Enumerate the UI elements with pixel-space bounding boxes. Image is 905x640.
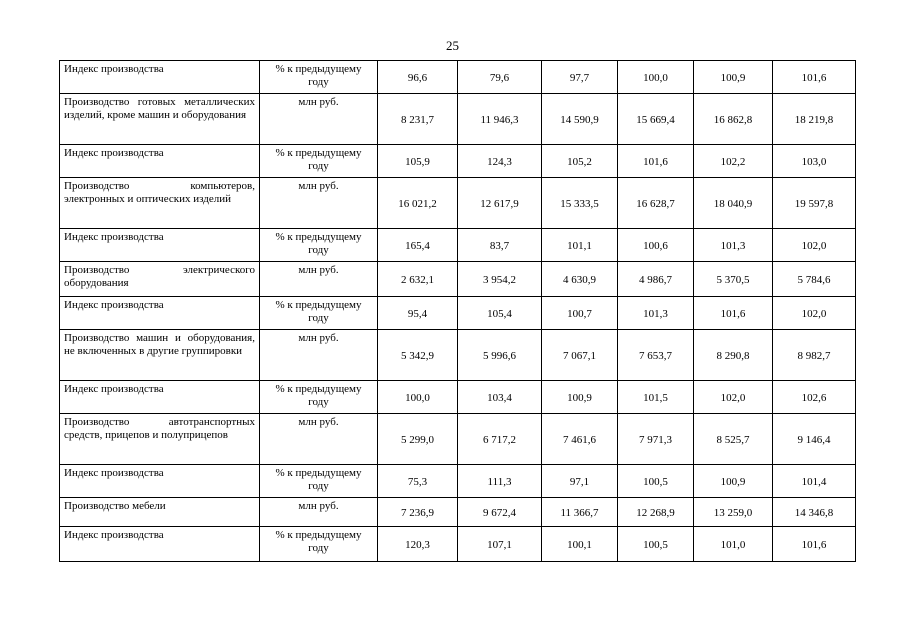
row-value: 96,6 bbox=[378, 61, 458, 94]
row-value: 100,0 bbox=[378, 381, 458, 414]
row-value: 100,5 bbox=[618, 527, 694, 562]
row-value: 7 067,1 bbox=[542, 330, 618, 381]
table-row bbox=[60, 61, 856, 94]
table-row bbox=[60, 465, 856, 498]
row-value: 8 231,7 bbox=[378, 94, 458, 145]
row-value: 9 672,4 bbox=[458, 498, 542, 527]
row-unit: % к предыдущему году bbox=[260, 465, 378, 498]
row-value: 97,1 bbox=[542, 465, 618, 498]
row-value: 102,2 bbox=[694, 145, 773, 178]
row-value: 5 342,9 bbox=[378, 330, 458, 381]
table-row bbox=[60, 381, 856, 414]
row-name: Индекс производства bbox=[60, 145, 260, 178]
row-unit: % к предыдущему году bbox=[260, 527, 378, 562]
row-value: 79,6 bbox=[458, 61, 542, 94]
row-value: 8 290,8 bbox=[694, 330, 773, 381]
row-value: 5 996,6 bbox=[458, 330, 542, 381]
row-value: 14 590,9 bbox=[542, 94, 618, 145]
row-value: 18 219,8 bbox=[773, 94, 856, 145]
row-name: Производство готовых металлических изделий, кроме машин и оборудования bbox=[60, 94, 260, 145]
row-value: 5 370,5 bbox=[694, 262, 773, 297]
table-row bbox=[60, 229, 856, 262]
row-value: 95,4 bbox=[378, 297, 458, 330]
row-value: 7 236,9 bbox=[378, 498, 458, 527]
row-unit: % к предыдущему году bbox=[260, 297, 378, 330]
row-unit: % к предыдущему году bbox=[260, 381, 378, 414]
row-unit: млн руб. bbox=[260, 178, 378, 229]
row-value: 4 630,9 bbox=[542, 262, 618, 297]
page-number: 25 bbox=[446, 38, 459, 53]
row-name: Производство компьютеров, электронных и оптических изделий bbox=[60, 178, 260, 229]
row-value: 102,0 bbox=[773, 297, 856, 330]
row-value: 12 268,9 bbox=[618, 498, 694, 527]
row-name: Производство автотранспортных средств, прицепов и полуприцепов bbox=[60, 414, 260, 465]
row-name: Производство мебели bbox=[60, 498, 260, 527]
table-row bbox=[60, 94, 856, 145]
row-value: 15 669,4 bbox=[618, 94, 694, 145]
row-name: Производство машин и оборудования, не включенных в другие группировки bbox=[60, 330, 260, 381]
row-unit: % к предыдущему году bbox=[260, 229, 378, 262]
row-value: 9 146,4 bbox=[773, 414, 856, 465]
row-value: 5 784,6 bbox=[773, 262, 856, 297]
row-value: 100,9 bbox=[694, 465, 773, 498]
row-value: 100,1 bbox=[542, 527, 618, 562]
row-value: 102,6 bbox=[773, 381, 856, 414]
row-value: 124,3 bbox=[458, 145, 542, 178]
row-value: 83,7 bbox=[458, 229, 542, 262]
row-unit: % к предыдущему году bbox=[260, 145, 378, 178]
row-value: 100,6 bbox=[618, 229, 694, 262]
row-value: 13 259,0 bbox=[694, 498, 773, 527]
row-name: Индекс производства bbox=[60, 229, 260, 262]
row-value: 120,3 bbox=[378, 527, 458, 562]
row-unit: млн руб. bbox=[260, 94, 378, 145]
row-name: Индекс производства bbox=[60, 527, 260, 562]
row-value: 7 461,6 bbox=[542, 414, 618, 465]
row-value: 16 862,8 bbox=[694, 94, 773, 145]
row-value: 103,0 bbox=[773, 145, 856, 178]
row-value: 101,5 bbox=[618, 381, 694, 414]
row-value: 16 628,7 bbox=[618, 178, 694, 229]
row-value: 16 021,2 bbox=[378, 178, 458, 229]
table-row bbox=[60, 262, 856, 297]
row-value: 8 982,7 bbox=[773, 330, 856, 381]
row-value: 107,1 bbox=[458, 527, 542, 562]
row-value: 18 040,9 bbox=[694, 178, 773, 229]
row-value: 101,6 bbox=[618, 145, 694, 178]
row-value: 15 333,5 bbox=[542, 178, 618, 229]
row-name: Индекс производства bbox=[60, 61, 260, 94]
row-value: 11 366,7 bbox=[542, 498, 618, 527]
row-value: 2 632,1 bbox=[378, 262, 458, 297]
row-value: 101,4 bbox=[773, 465, 856, 498]
table-row bbox=[60, 414, 856, 465]
row-value: 101,3 bbox=[694, 229, 773, 262]
row-value: 3 954,2 bbox=[458, 262, 542, 297]
row-value: 14 346,8 bbox=[773, 498, 856, 527]
row-value: 101,0 bbox=[694, 527, 773, 562]
table-row bbox=[60, 145, 856, 178]
row-value: 111,3 bbox=[458, 465, 542, 498]
row-value: 75,3 bbox=[378, 465, 458, 498]
row-value: 101,3 bbox=[618, 297, 694, 330]
table-row bbox=[60, 330, 856, 381]
row-unit: млн руб. bbox=[260, 414, 378, 465]
row-value: 101,6 bbox=[694, 297, 773, 330]
row-value: 105,2 bbox=[542, 145, 618, 178]
row-value: 8 525,7 bbox=[694, 414, 773, 465]
row-value: 100,9 bbox=[542, 381, 618, 414]
row-unit: млн руб. bbox=[260, 330, 378, 381]
row-value: 101,6 bbox=[773, 527, 856, 562]
row-value: 19 597,8 bbox=[773, 178, 856, 229]
table-row bbox=[60, 527, 856, 562]
row-value: 101,1 bbox=[542, 229, 618, 262]
row-value: 12 617,9 bbox=[458, 178, 542, 229]
table-row bbox=[60, 498, 856, 527]
row-value: 11 946,3 bbox=[458, 94, 542, 145]
row-value: 105,9 bbox=[378, 145, 458, 178]
row-value: 4 986,7 bbox=[618, 262, 694, 297]
row-value: 165,4 bbox=[378, 229, 458, 262]
production-table bbox=[59, 60, 856, 562]
row-value: 7 653,7 bbox=[618, 330, 694, 381]
row-value: 102,0 bbox=[694, 381, 773, 414]
row-name: Производство электрического оборудования bbox=[60, 262, 260, 297]
row-value: 102,0 bbox=[773, 229, 856, 262]
row-value: 103,4 bbox=[458, 381, 542, 414]
row-value: 100,9 bbox=[694, 61, 773, 94]
row-value: 5 299,0 bbox=[378, 414, 458, 465]
table-row bbox=[60, 297, 856, 330]
row-value: 100,7 bbox=[542, 297, 618, 330]
row-unit: млн руб. bbox=[260, 262, 378, 297]
table-row bbox=[60, 178, 856, 229]
row-unit: % к предыдущему году bbox=[260, 61, 378, 94]
row-name: Индекс производства bbox=[60, 465, 260, 498]
row-value: 7 971,3 bbox=[618, 414, 694, 465]
row-value: 105,4 bbox=[458, 297, 542, 330]
row-unit: млн руб. bbox=[260, 498, 378, 527]
row-value: 6 717,2 bbox=[458, 414, 542, 465]
row-value: 100,5 bbox=[618, 465, 694, 498]
row-value: 97,7 bbox=[542, 61, 618, 94]
row-name: Индекс производства bbox=[60, 381, 260, 414]
row-name: Индекс производства bbox=[60, 297, 260, 330]
row-value: 100,0 bbox=[618, 61, 694, 94]
row-value: 101,6 bbox=[773, 61, 856, 94]
